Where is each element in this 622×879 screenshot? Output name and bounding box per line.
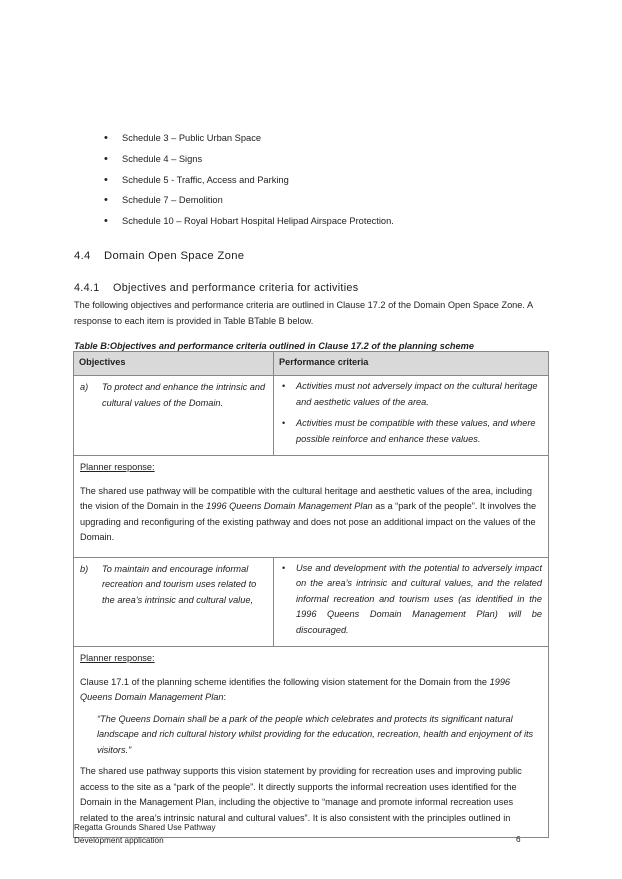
table-caption: Table B:Objectives and performance criteria outlined in Clause 17.2 of the planning scheme	[74, 341, 474, 351]
subsection-title: Objectives and performance criteria for activities	[113, 282, 359, 294]
objective-letter: b)	[80, 563, 89, 574]
table-row	[74, 557, 549, 647]
footer-title: Regatta Grounds Shared Use Pathway	[74, 823, 216, 832]
table-row	[74, 376, 549, 456]
objective-cell	[74, 376, 274, 456]
response-cell	[74, 647, 549, 838]
footer-subtitle: Development application	[74, 835, 164, 845]
page-footer	[74, 822, 216, 847]
criteria-item: • Activities must not adversely impact on the cultural heritage and aesthetic values of the area.	[280, 379, 542, 410]
criteria-cell	[274, 376, 549, 456]
objective-text: To protect and enhance the intrinsic and cultural values of the Domain.	[102, 382, 266, 408]
section-number: 4.4	[74, 250, 91, 262]
response-label: Planner response:	[80, 462, 155, 472]
section-title: Domain Open Space Zone	[104, 250, 245, 262]
intro-paragraph: The following objectives and performance criteria are outlined in Clause 17.2 of the Domain Open Space Zone. A response to each item is provided in Table BTable B below.	[74, 300, 533, 326]
criteria-item: • Use and development with the potential to adversely impact on the area’s intrinsic and cultural values, and the related informal recreation and tourism uses (as identified in the 1996 Queens Domain Management Plan) will be discouraged.	[280, 561, 542, 639]
response-text: The shared use pathway will be compatible with the cultural heritage and aesthetic values of the area, including the vision of the Domain in the 1996 Queens Domain Management Plan as a “park of the people”. It involves the upgrading and reconfiguring of the existing pathway and does not pose an additional impact on the values of the Domain.	[80, 485, 537, 542]
response-label: Planner response:	[80, 653, 155, 663]
objective-cell	[74, 557, 274, 647]
response-text: The shared use pathway supports this vision statement by providing for recreation uses and improving public access to the site as a “park of the people”. It directly supports the informal recreation uses identified for the Domain in the Management Plan, including the objective to “manage and promote informal recreation uses related to the area’s intrinsic natural and cultural values”. It is also consistent with the principles outlined in	[80, 766, 522, 823]
header-objectives: Objectives	[74, 352, 274, 376]
criteria-item: • Activities must be compatible with these values, and where possible reinforce and enhance these values.	[280, 416, 542, 447]
schedule-list	[104, 131, 394, 235]
table-row	[74, 456, 549, 558]
table-row	[74, 647, 549, 838]
objectives-table	[73, 351, 549, 838]
vision-quote: “The Queens Domain shall be a park of the people which celebrates and protects its significant natural landscape and rich cultural history whilst providing for the education, recreation, health and enjoyment of its visitors.”	[97, 713, 534, 755]
list-item: • Schedule 10 – Royal Hobart Hospital Helipad Airspace Protection.	[104, 214, 394, 235]
list-item: • Schedule 7 – Demolition	[104, 193, 394, 214]
objective-letter: a)	[80, 382, 89, 392]
criteria-cell	[274, 557, 549, 647]
list-item: • Schedule 5 - Traffic, Access and Parking	[104, 173, 394, 194]
subsection-heading	[74, 280, 358, 297]
list-item: • Schedule 4 – Signs	[104, 152, 394, 173]
objective-text: To maintain and encourage informal recreation and tourism uses related to the area’s intrinsic and cultural value,	[102, 563, 257, 605]
response-cell	[74, 456, 549, 558]
page-number: 6	[516, 835, 521, 844]
table-header-row	[74, 352, 549, 376]
header-performance: Performance criteria	[274, 352, 549, 376]
list-item: • Schedule 3 – Public Urban Space	[104, 131, 394, 152]
subsection-number: 4.4.1	[74, 282, 100, 294]
section-heading	[74, 248, 244, 266]
response-text: Clause 17.1 of the planning scheme identifies the following vision statement for the Domain from the 1996 Queens Domain Management Plan:	[80, 676, 511, 702]
